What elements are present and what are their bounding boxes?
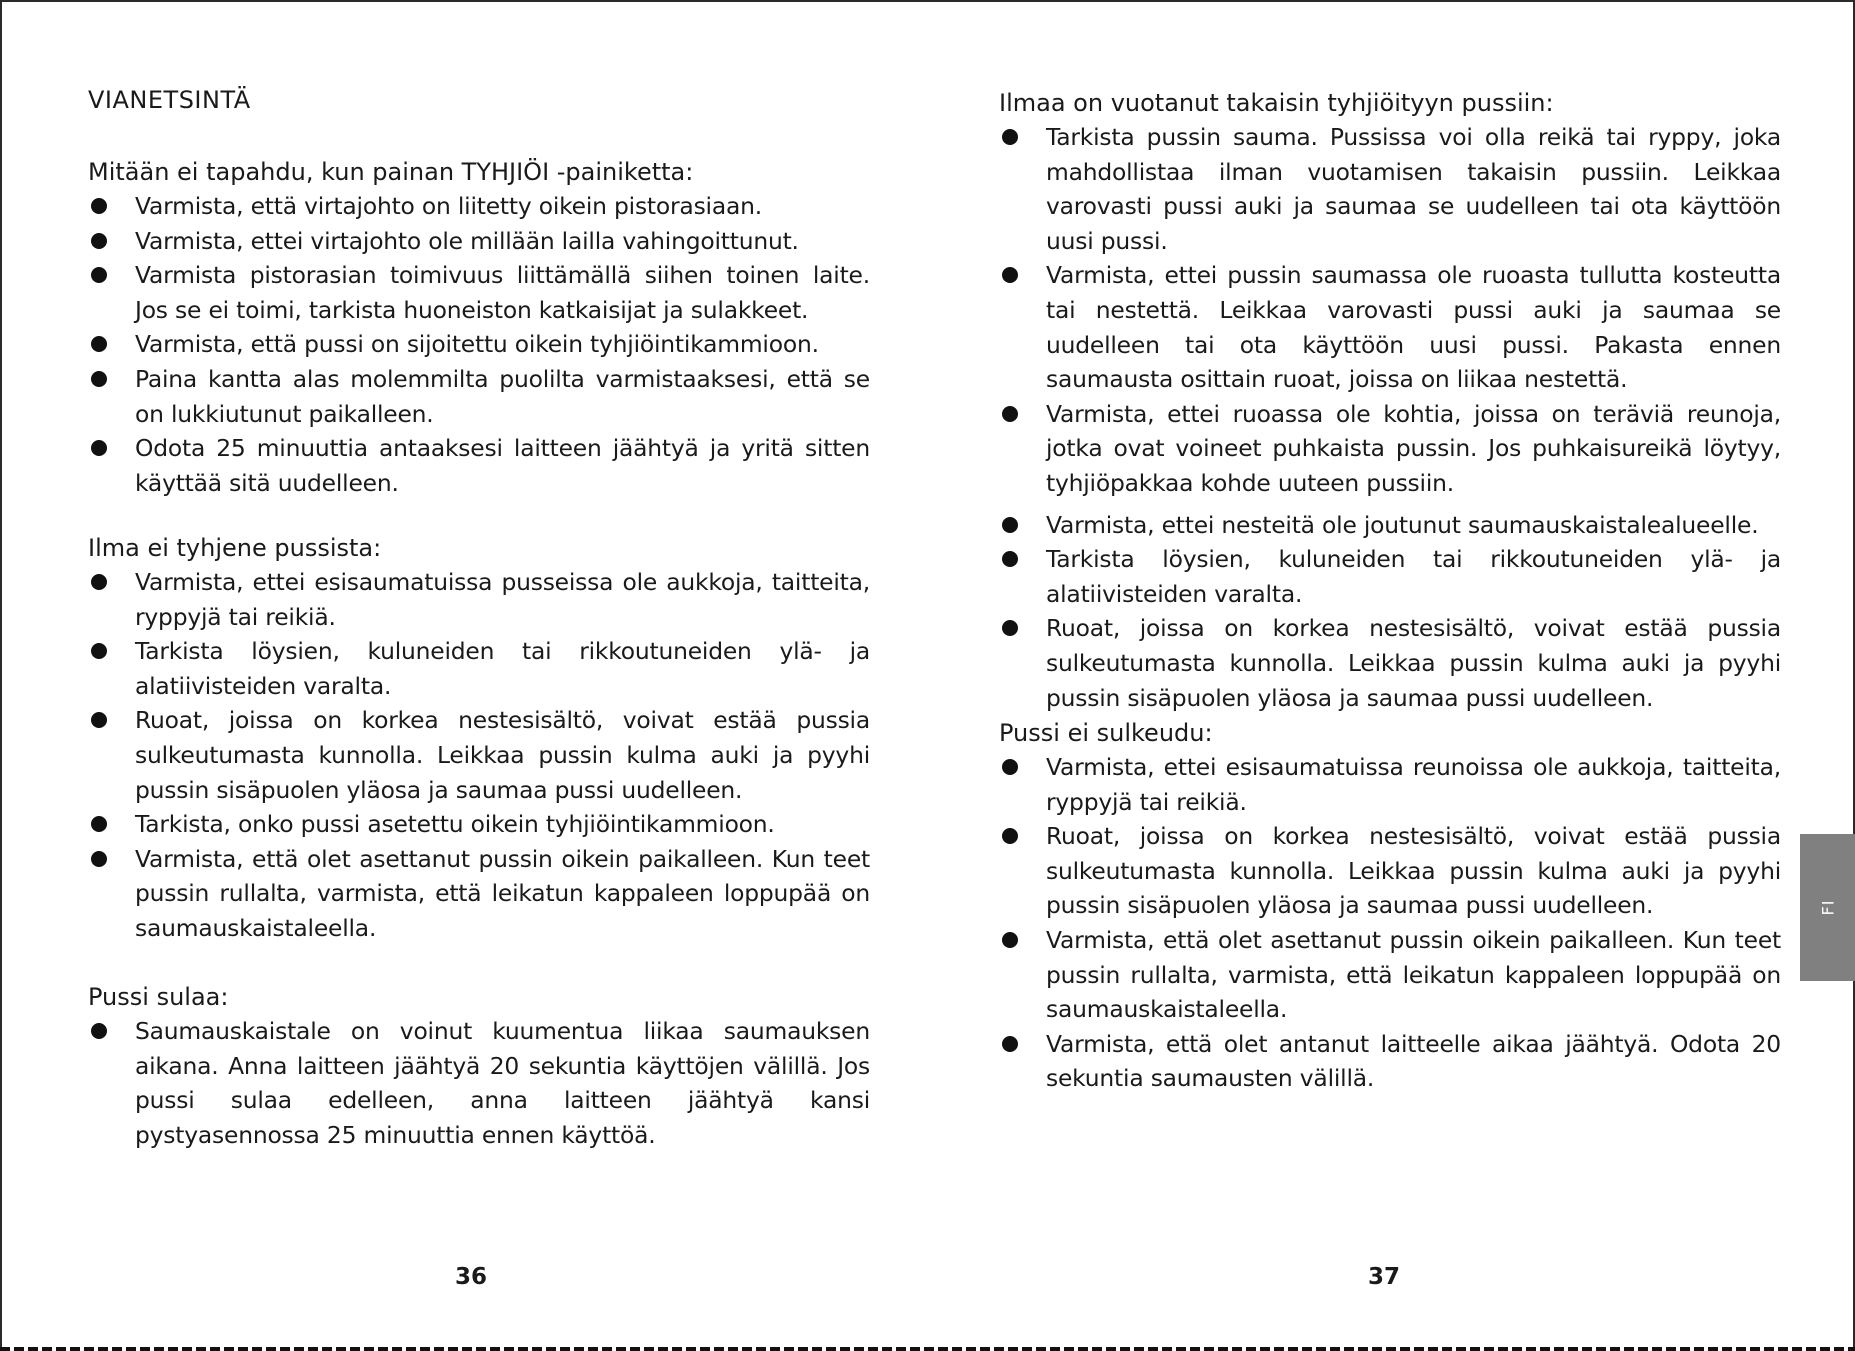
list-item: Varmista, että olet asettanut pussin oikein paikalleen. Kun teet pussin rullalta, varmista, että leikatun kappaleen loppupää on saumauskaistaleella. <box>999 923 1781 1027</box>
language-tab-label: FI <box>1817 899 1837 916</box>
list-item: Varmista pistorasian toimivuus liittämällä siihen toinen laite. Jos se ei toimi, tarkista huoneiston katkaisijat ja sulakkeet. <box>88 258 870 327</box>
section-nothing-happens <box>88 155 870 500</box>
list-item: Ruoat, joissa on korkea nestesisältö, voivat estää pussia sulkeutumasta kunnolla. Leikkaa pussin kulma auki ja pyyhi pussin sisäpuolen yläosa ja saumaa pussi uudelleen. <box>88 703 870 807</box>
list-item: Odota 25 minuuttia antaaksesi laitteen jäähtyä ja yritä sitten käyttää sitä uudelleen. <box>88 431 870 500</box>
section-air-not-removed <box>88 531 870 946</box>
section-bag-melts <box>88 980 870 1152</box>
section-heading: Pussi sulaa: <box>88 983 229 1011</box>
list-item: Paina kantta alas molemmilta puolilta varmistaaksesi, että se on lukkiutunut paikalleen. <box>88 362 870 431</box>
list-item: Tarkista, onko pussi asetettu oikein tyhjiöintikammioon. <box>88 807 870 842</box>
section-heading: Ilmaa on vuotanut takaisin tyhjiöityyn pussiin: <box>999 89 1554 117</box>
language-tab <box>1800 834 1855 981</box>
list-item: Varmista, että virtajohto on liitetty oikein pistorasiaan. <box>88 189 870 224</box>
list-item: Varmista, ettei virtajohto ole millään lailla vahingoittunut. <box>88 224 870 259</box>
bullet-list <box>88 189 870 500</box>
list-item: Varmista, ettei nesteitä ole joutunut saumauskaistalealueelle. <box>999 508 1781 543</box>
list-item: Varmista, että pussi on sijoitettu oikein tyhjiöintikammioon. <box>88 327 870 362</box>
list-item: Ruoat, joissa on korkea nestesisältö, voivat estää pussia sulkeutumasta kunnolla. Leikkaa pussin kulma auki ja pyyhi pussin sisäpuolen yläosa ja saumaa pussi uudelleen. <box>999 611 1781 715</box>
section-heading: Mitään ei tapahdu, kun painan TYHJIÖI -painiketta: <box>88 158 694 186</box>
page-number-left: 36 <box>454 1264 487 1290</box>
bullet-list <box>88 1014 870 1152</box>
list-item: Tarkista löysien, kuluneiden tai rikkoutuneiden ylä- ja alatiivisteiden varalta. <box>999 542 1781 611</box>
list-item: Varmista, ettei pussin saumassa ole ruoasta tullutta kosteutta tai nestettä. Leikkaa varovasti pussi auki ja saumaa se uudelleen tai ota käyttöön uusi pussi. Pakasta ennen saumausta osittain ruoat, joissa on liikaa nestettä. <box>999 258 1781 396</box>
section-heading: Pussi ei sulkeudu: <box>999 719 1213 747</box>
list-item: Tarkista löysien, kuluneiden tai rikkoutuneiden ylä- ja alatiivisteiden varalta. <box>88 634 870 703</box>
list-item: Varmista, ettei esisaumatuissa pusseissa ole aukkoja, taitteita, ryppyjä tai reikiä. <box>88 565 870 634</box>
list-item: Varmista, ettei esisaumatuissa reunoissa ole aukkoja, taitteita, ryppyjä tai reikiä. <box>999 750 1781 819</box>
bullet-list <box>999 120 1781 715</box>
list-item: Tarkista pussin sauma. Pussissa voi olla reikä tai ryppy, joka mahdollistaa ilman vuotamisen takaisin pussiin. Leikkaa varovasti pussi auki ja saumaa se uudelleen tai ota käyttöön uusi pussi. <box>999 120 1781 258</box>
list-item: Varmista, että olet asettanut pussin oikein paikalleen. Kun teet pussin rullalta, varmista, että leikatun kappaleen loppupää on saumauskaistaleella. <box>88 842 870 946</box>
list-item: Saumauskaistale on voinut kuumentua liikaa saumauksen aikana. Anna laitteen jäähtyä 20 sekuntia käyttöjen välillä. Jos pussi sulaa edelleen, anna laitteen jäähtyä kansi pystyasennossa 25 minuuttia ennen käyttöä. <box>88 1014 870 1152</box>
list-item: Varmista, ettei ruoassa ole kohtia, joissa on teräviä reunoja, jotka ovat voineet puhkaista pussin. Jos puhkaisureikä löytyy, tyhjiöpakkaa kohde uuteen pussiin. <box>999 397 1781 501</box>
bullet-list <box>999 750 1781 1096</box>
page-number-right: 37 <box>1367 1264 1400 1290</box>
list-item: Varmista, että olet antanut laitteelle aikaa jäähtyä. Odota 20 sekuntia saumausten välillä. <box>999 1027 1781 1096</box>
bullet-list <box>88 565 870 946</box>
section-heading: Ilma ei tyhjene pussista: <box>88 534 382 562</box>
page-bottom-edge <box>0 1347 1855 1351</box>
section-bag-not-sealing <box>999 716 1781 1096</box>
page-title: VIANETSINTÄ <box>88 86 251 114</box>
list-item: Ruoat, joissa on korkea nestesisältö, voivat estää pussia sulkeutumasta kunnolla. Leikkaa pussin kulma auki ja pyyhi pussin sisäpuolen yläosa ja saumaa pussi uudelleen. <box>999 819 1781 923</box>
section-air-leaked-back <box>999 86 1781 715</box>
